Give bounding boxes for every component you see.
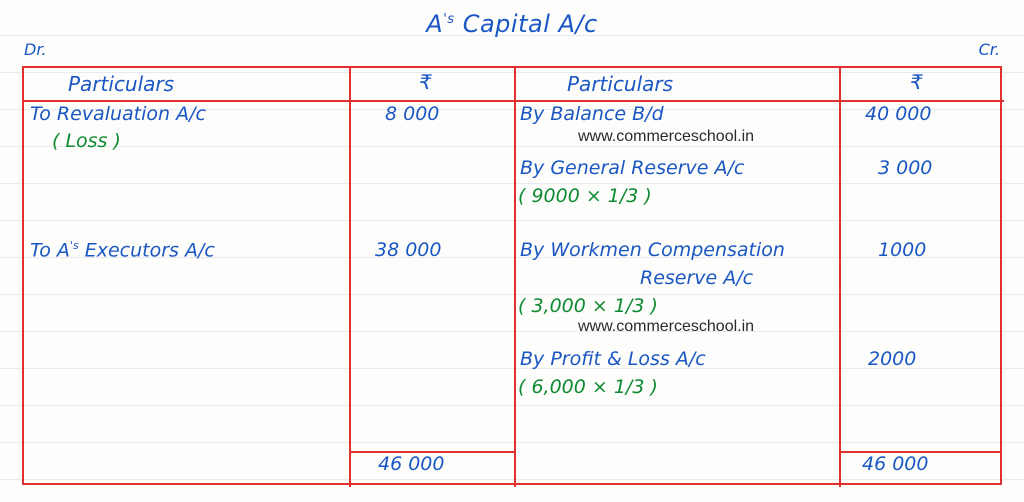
credit-row-3-amount: 1000 (878, 239, 927, 261)
credit-total-amount: 46 000 (862, 453, 929, 475)
page-title-prefix: A (426, 10, 444, 38)
credit-side-label: Cr. (978, 40, 1000, 59)
header-particulars-right: Particulars (567, 72, 674, 96)
page-title-superscript: 's (443, 12, 455, 27)
debit-row-2-particulars-superscript: 's (69, 239, 79, 252)
page-title (0, 10, 1024, 38)
debit-total-amount: 46 000 (378, 453, 445, 475)
header-amount-left: ₹ (419, 70, 432, 94)
column-divider-right-amount (839, 68, 841, 487)
page-title-main: Capital A/c (462, 10, 598, 38)
credit-row-4-note: ( 6,000 × 1/3 ) (518, 376, 658, 398)
debit-row-2-amount: 38 000 (375, 239, 442, 261)
column-divider-center (514, 68, 516, 487)
credit-row-2-particulars: By General Reserve A/c (520, 157, 745, 179)
credit-row-3-particulars-line2: Reserve A/c (640, 267, 754, 289)
debit-row-2-particulars (30, 239, 215, 261)
header-divider (24, 100, 1004, 102)
credit-row-3-particulars: By Workmen Compensation (520, 239, 785, 261)
credit-row-4-amount: 2000 (868, 348, 917, 370)
credit-row-2-note: ( 9000 × 1/3 ) (518, 185, 652, 207)
watermark-top: www.commerceschool.in (578, 128, 755, 145)
credit-row-4-particulars: By Profit & Loss A/c (520, 348, 706, 370)
column-divider-left-amount (349, 68, 351, 487)
debit-row-2-particulars-prefix: To A (30, 239, 70, 262)
debit-row-1-particulars: To Revaluation A/c (30, 103, 206, 125)
debit-row-1-note: ( Loss ) (52, 130, 121, 152)
header-particulars-left: Particulars (68, 72, 175, 96)
debit-row-1-amount: 8 000 (385, 103, 440, 125)
ledger-table (22, 66, 1002, 485)
debit-side-label: Dr. (24, 40, 47, 59)
credit-row-1-particulars: By Balance B/d (520, 103, 664, 125)
debit-row-2-particulars-text: Executors A/c (84, 239, 215, 262)
header-amount-right: ₹ (910, 70, 923, 94)
credit-row-2-amount: 3 000 (878, 157, 933, 179)
watermark-bottom: www.commerceschool.in (578, 318, 755, 335)
credit-row-1-amount: 40 000 (865, 103, 932, 125)
credit-row-3-note: ( 3,000 × 1/3 ) (518, 295, 658, 317)
